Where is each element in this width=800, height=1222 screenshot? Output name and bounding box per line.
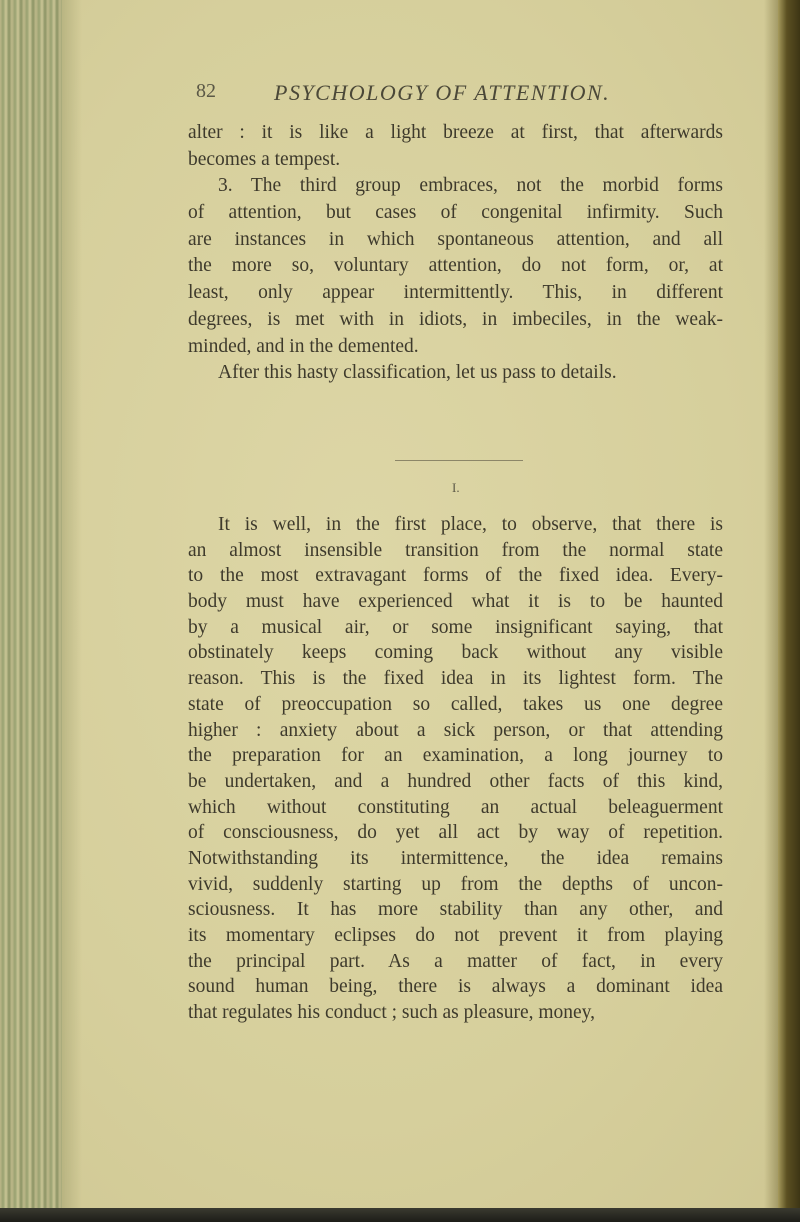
text-line: obstinately keeps coming back without any visible xyxy=(188,642,723,664)
text-line: state of preoccupation so called, takes us one degree xyxy=(188,693,723,715)
text-line: of consciousness, do yet all act by way of repetition. xyxy=(188,822,723,844)
text-line: the principal part. As a matter of fact, in every xyxy=(188,950,723,972)
text-line: sciousness. It has more stability than any other, and xyxy=(188,899,723,921)
text-line: degrees, is met with in idiots, in imbeciles, in the weak- xyxy=(188,308,723,330)
text-line: higher : anxiety about a sick person, or that attending xyxy=(188,719,723,741)
text-line: Notwithstanding its intermittence, the idea remains xyxy=(188,847,723,869)
text-line: 3. The third group embraces, not the morbid forms xyxy=(218,175,723,197)
text-line: its momentary eclipses do not prevent it from playing xyxy=(188,925,723,946)
text-line: body must have experienced what it is to be haunted xyxy=(188,591,723,613)
page-number: 82 xyxy=(196,80,216,102)
book-binding xyxy=(0,0,62,1222)
running-title: PSYCHOLOGY OF ATTENTION. xyxy=(274,80,611,105)
text-line: an almost insensible transition from the normal state xyxy=(188,539,723,561)
text-line: sound human being, there is always a dominant idea xyxy=(188,976,723,998)
page-header xyxy=(196,80,736,110)
text-line: becomes a tempest. xyxy=(188,148,341,170)
text-line: minded, and in the demented. xyxy=(188,335,419,357)
text-block-main xyxy=(188,512,723,1026)
section-number: I. xyxy=(452,480,460,495)
text-line: which without constituting an actual beleaguerment xyxy=(188,796,723,818)
text-line: to the most extravagant forms of the fixed idea. Every- xyxy=(188,565,723,587)
text-line: alter : it is like a light breeze at first, that afterwards xyxy=(188,122,723,143)
text-line: be undertaken, and a hundred other facts of this kind, xyxy=(188,770,723,792)
page-edge xyxy=(778,0,800,1222)
text-line: by a musical air, or some insignificant saying, that xyxy=(188,616,723,638)
text-block-top xyxy=(188,120,723,387)
text-line: that regulates his conduct ; such as pleasure, money, xyxy=(188,1002,596,1024)
text-line: are instances in which spontaneous attention, and all xyxy=(188,228,723,250)
text-line: the more so, voluntary attention, do not form, or, at xyxy=(188,255,723,277)
text-line: the preparation for an examination, a long journey to xyxy=(188,745,723,767)
text-line: of attention, but cases of congenital infirmity. Such xyxy=(188,202,723,224)
text-line: least, only appear intermittently. This, in different xyxy=(188,282,723,304)
text-line: After this hasty classification, let us pass to details. xyxy=(218,362,617,384)
text-line: It is well, in the first place, to observe, that there is xyxy=(218,514,723,535)
text-line: reason. This is the fixed idea in its lightest form. The xyxy=(188,668,723,690)
text-line: vivid, suddenly starting up from the depths of uncon- xyxy=(188,873,723,895)
page-bottom-edge xyxy=(0,1208,800,1222)
section-divider xyxy=(395,460,523,461)
